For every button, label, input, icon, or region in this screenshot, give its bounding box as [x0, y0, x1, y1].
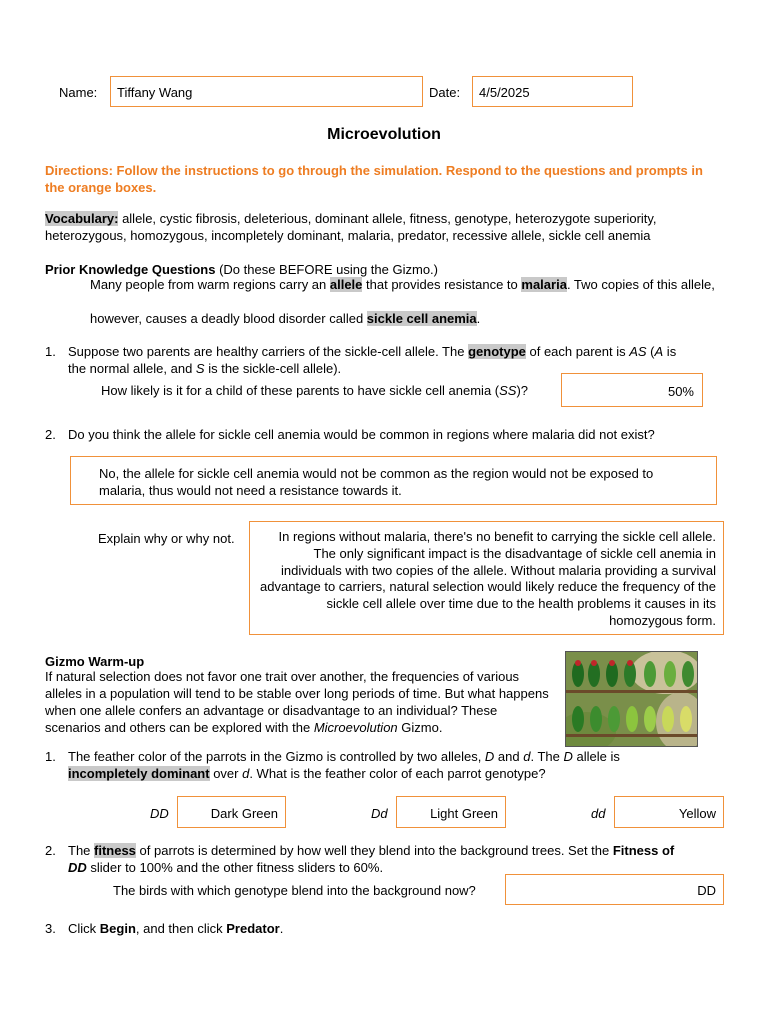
genotype-label-Dd: Dd — [371, 806, 388, 821]
genotype-ss: SS — [499, 383, 517, 398]
q-text: . The — [530, 749, 564, 764]
warmup-heading: Gizmo Warm-up — [45, 654, 145, 669]
term-genotype: genotype — [468, 344, 526, 359]
q-text: , and then click — [135, 921, 227, 936]
prior-knowledge-heading: Prior Knowledge Questions — [45, 262, 216, 277]
page-title: Microevolution — [327, 126, 441, 143]
genotype-DD-bold: DD — [68, 860, 87, 875]
q-text: allele is — [572, 749, 620, 764]
warmup-text: If natural selection does not favor one trait over another, the frequencies of various alleles in a population will tend to be stable over long periods of time. But what happens when one allele confers an advantage or disadvantage to an individual? These scenarios and others can be explored with the — [45, 669, 549, 735]
warmup-q1-text — [68, 748, 728, 782]
term-incompletely-dominant: incompletely dominant — [68, 766, 210, 781]
warmup-paragraph — [45, 668, 553, 736]
allele-D: D — [563, 749, 573, 764]
intro-text: Many people from warm regions carry an — [90, 277, 330, 292]
q-text: . What is the feather color of each parrot genotype? — [249, 766, 546, 781]
vocabulary-label: Vocabulary: — [45, 211, 119, 226]
warmup-text: Gizmo. — [397, 720, 443, 735]
genotype-label-dd: dd — [591, 806, 606, 821]
q-text: Suppose two parents are healthy carriers of the sickle-cell allele. The — [68, 344, 469, 359]
allele-d: d — [523, 749, 531, 764]
question-number: 2. — [45, 843, 56, 858]
q-text: How likely is it for a child of these parents to have sickle cell anemia ( — [101, 383, 500, 398]
question-number: 2. — [45, 427, 56, 442]
prior-q1-text — [68, 343, 728, 377]
prior-intro-line-2 — [90, 310, 730, 327]
intro-text: . — [476, 311, 481, 326]
prior-intro-line-1 — [90, 276, 730, 293]
genotype-as: AS — [629, 344, 647, 359]
warmup-q2-prompt: The birds with which genotype blend into the background now? — [113, 883, 476, 898]
prior-q1-prompt — [101, 382, 561, 399]
name-label: Name: — [59, 85, 98, 100]
term-allele: allele — [329, 277, 363, 292]
q-text: over — [209, 766, 243, 781]
prior-q1-answer-box[interactable] — [561, 373, 703, 407]
q-text: is — [663, 344, 677, 359]
q-text: is the sickle-cell allele). — [204, 361, 342, 376]
allele-s: S — [195, 361, 205, 376]
gizmo-name: Microevolution — [313, 720, 398, 735]
question-number: 1. — [45, 344, 56, 359]
q-text: The feather color of the parrots in the Gizmo is controlled by two alleles, — [68, 749, 485, 764]
answer-DD: Dark Green — [210, 806, 278, 821]
warmup-q3-text — [68, 920, 728, 937]
begin-label: Begin — [99, 921, 136, 936]
answer-Dd: Light Green — [430, 806, 498, 821]
prior-q1-answer: 50% — [667, 384, 694, 399]
predator-label: Predator — [226, 921, 280, 936]
prior-knowledge-note: (Do these BEFORE using the Gizmo.) — [215, 262, 438, 277]
q-text: slider to 100% and the other fitness sliders to 60%. — [86, 860, 384, 875]
answer-box-DD[interactable] — [177, 796, 286, 828]
allele-a: A — [654, 344, 664, 359]
warmup-q2-answer-box[interactable] — [505, 874, 724, 905]
name-value: Tiffany Wang — [117, 85, 193, 100]
answer-box-Dd[interactable] — [396, 796, 506, 828]
prior-q2-answer-box[interactable] — [70, 456, 717, 505]
allele-D: D — [484, 749, 495, 764]
name-field[interactable] — [110, 76, 423, 107]
q-text: . — [279, 921, 284, 936]
q-text: of parrots is determined by how well they blend into the background trees. Set the — [135, 843, 613, 858]
intro-text: that provides resistance to — [362, 277, 522, 292]
warmup-q2-text — [68, 842, 728, 876]
term-malaria: malaria — [521, 277, 567, 292]
term-sickle-cell-anemia: sickle cell anemia — [366, 311, 477, 326]
explain-label: Explain why or why not. — [98, 531, 235, 546]
parrot-gizmo-image — [565, 651, 698, 747]
allele-d: d — [242, 766, 250, 781]
directions-text: Directions: Follow the instructions to go through the simulation. Respond to the questions and prompts in the orange boxes. — [45, 163, 703, 195]
warmup-q2-answer: DD — [697, 883, 716, 898]
genotype-label-DD: DD — [150, 806, 169, 821]
prior-q2-text: Do you think the allele for sickle cell anemia would be common in regions where malaria did not exist? — [68, 427, 655, 442]
date-value: 4/5/2025 — [479, 85, 530, 100]
explain-answer: In regions without malaria, there's no benefit to carrying the sickle cell allele. The only significant impact is the disadvantage of sickle cell anemia in individuals with two copies of the allele. Without malaria providing a survival advantage to carriers, natural selection would likely reduce the frequency of the sickle cell allele over time due to the health problems it causes in its homozygous form. — [260, 529, 716, 628]
q-text: The — [68, 843, 95, 858]
q-text: ( — [646, 344, 655, 359]
prior-q2-answer: No, the allele for sickle cell anemia would not be common as the region would not be exposed to malaria, thus would not need a resistance towards it. — [99, 466, 654, 498]
q-text: and — [494, 749, 524, 764]
term-fitness: fitness — [94, 843, 136, 858]
explain-answer-box[interactable] — [249, 521, 724, 635]
date-label: Date: — [429, 85, 461, 100]
q-text: the normal allele, and — [68, 361, 196, 376]
intro-text: . Two copies of this allele, — [566, 277, 715, 292]
answer-dd: Yellow — [678, 806, 716, 821]
q-text: Click — [68, 921, 100, 936]
question-number: 1. — [45, 749, 56, 764]
q-text: )? — [516, 383, 529, 398]
answer-box-dd[interactable] — [614, 796, 724, 828]
intro-text: however, causes a deadly blood disorder called — [90, 311, 367, 326]
fitness-of-label: Fitness of — [612, 843, 675, 858]
date-field[interactable] — [472, 76, 633, 107]
q-text: of each parent is — [525, 344, 630, 359]
vocabulary-paragraph — [45, 210, 725, 244]
vocabulary-terms: allele, cystic fibrosis, deleterious, dominant allele, fitness, genotype, heterozygote superiority, heterozygous, homozygous, incompletely dominant, malaria, predator, recessive allele, sickle cell anemia — [45, 211, 657, 243]
question-number: 3. — [45, 921, 56, 936]
